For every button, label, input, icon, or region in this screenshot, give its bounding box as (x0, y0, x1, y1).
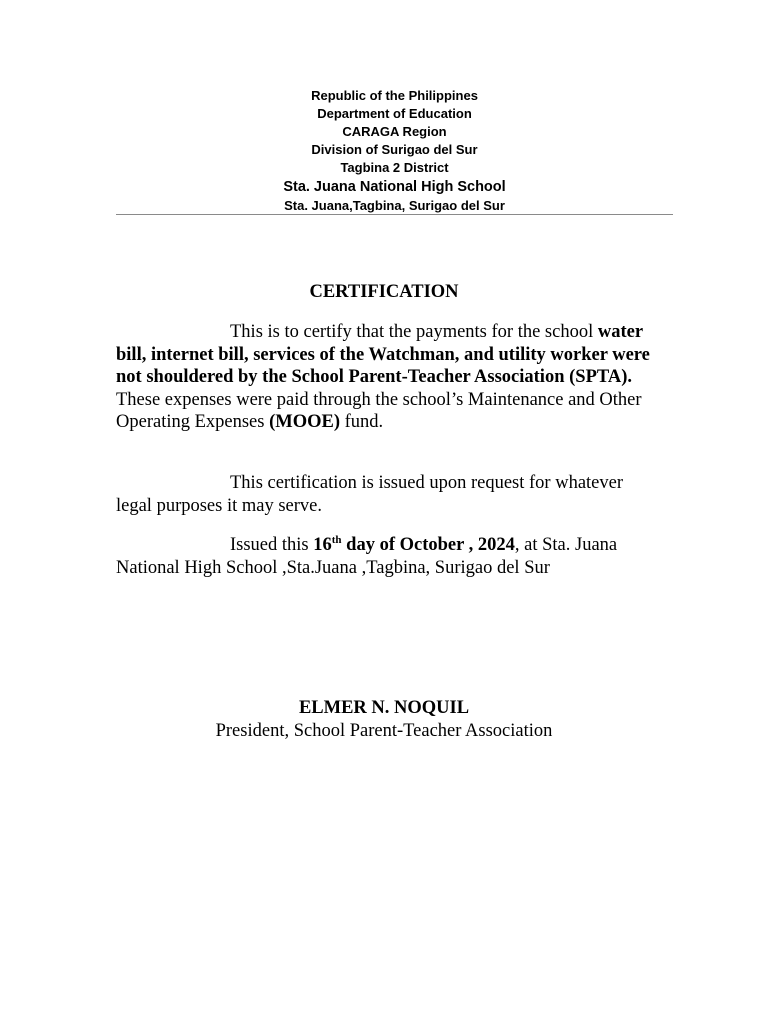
letterhead-school-name: Sta. Juana National High School (283, 179, 506, 195)
letterhead (116, 87, 673, 215)
paragraph-purpose (116, 472, 656, 517)
paragraph-certify-end: fund. (340, 412, 384, 433)
paragraph-purpose-text: This certification is issued upon request for whatever legal purposes it may serve. (116, 473, 624, 516)
paragraph-issued (116, 534, 656, 579)
issued-date-rest: day of October , 2024 (341, 535, 515, 555)
letterhead-divider (116, 214, 673, 215)
letterhead-district: Tagbina 2 District (340, 160, 449, 175)
paragraph-certify-rest: These expenses were paid through the school’s Maintenance and Other Operating Expenses (116, 389, 642, 433)
paragraph-issued-rest: , at Sta. Juana National High School ,Sta.Juana ,Tagbina, Surigao del Sur (116, 535, 618, 578)
signatory-position: President, School Parent-Teacher Association (215, 720, 553, 741)
letterhead-country: Republic of the Philippines (311, 88, 478, 103)
issued-day-suffix: th (331, 534, 342, 546)
paragraph-certify (116, 321, 656, 434)
issued-day: 16 (313, 535, 332, 555)
paragraph-certify-bold: water bill, internet bill, services of the Watchman, and utility worker were not shouldered by the School Parent-Teacher Association (SPTA). (116, 322, 650, 388)
document-title: CERTIFICATION (309, 282, 459, 302)
signature-block (116, 697, 652, 742)
paragraph-certify-intro: This is to certify that the payments for the school (230, 322, 598, 342)
signatory-name: ELMER N. NOQUIL (298, 698, 470, 718)
letterhead-region: CARAGA Region (342, 124, 447, 139)
letterhead-school-address: Sta. Juana,Tagbina, Surigao del Sur (284, 198, 505, 213)
letterhead-department: Department of Education (317, 106, 472, 121)
letterhead-division: Division of Surigao del Sur (311, 142, 478, 157)
paragraph-certify-mooe: (MOOE) (269, 412, 341, 433)
paragraph-issued-intro: Issued this (230, 535, 314, 555)
